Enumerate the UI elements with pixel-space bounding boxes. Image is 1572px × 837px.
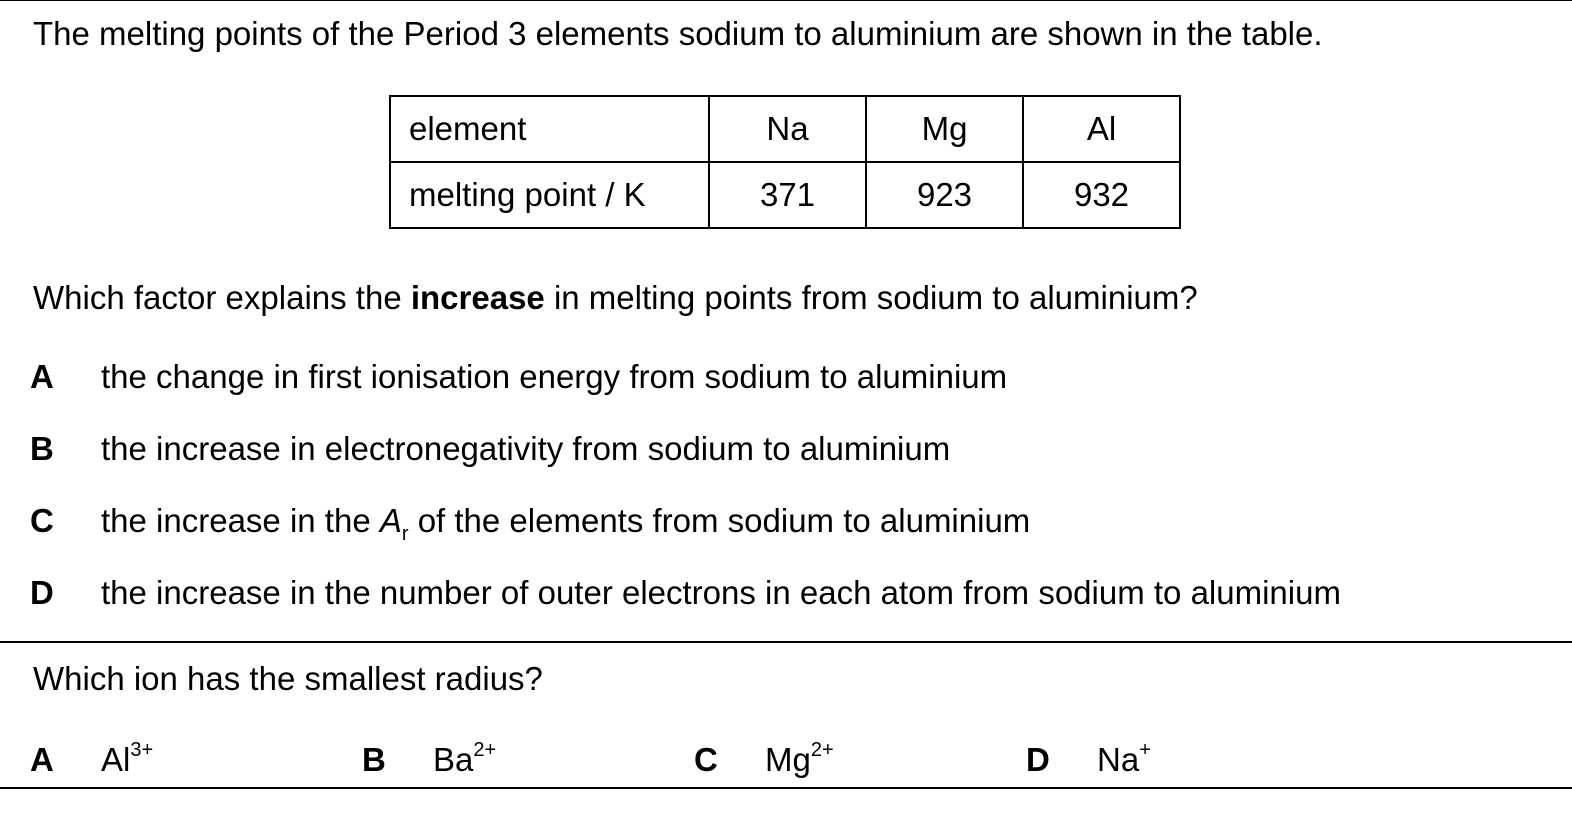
ion-charge: 2+ [810,739,834,761]
question-divider [0,641,1572,643]
q2-option-c-letter[interactable]: C [694,741,718,778]
q2-option-a-letter[interactable]: A [30,741,54,778]
table-row [390,162,1180,228]
q2-option-b-letter[interactable]: B [362,741,386,778]
q1-option-a-letter[interactable]: A [30,358,54,395]
ion-charge: 3+ [130,739,154,761]
bottom-divider [0,787,1572,789]
q1-option-b-text[interactable]: the increase in electronegativity from sodium to aluminium [101,430,951,467]
q2-option-d-letter[interactable]: D [1026,741,1050,778]
q2-option-c-ion[interactable] [765,741,834,779]
q1-question [33,279,1198,317]
q2-option-a-ion[interactable] [101,741,153,779]
table-row [390,96,1180,162]
q2-option-b-ion[interactable] [433,741,496,779]
ion-symbol: Ba [433,741,474,778]
q1-option-b-letter[interactable]: B [30,430,54,467]
melting-point-table [389,95,1181,229]
q1-option-c-text[interactable] [101,502,1031,545]
ion-charge: 2+ [473,739,497,761]
q2-question: Which ion has the smallest radius? [33,660,543,697]
q1-option-c-letter[interactable]: C [30,502,54,539]
ion-symbol: Al [101,741,131,778]
element-al: Al [1086,110,1117,147]
q1-option-c-post: of the elements from sodium to aluminium [408,502,1031,539]
table-cell-melting-point: 932 [1023,162,1180,228]
ar-subscript: r [401,523,409,545]
q1-question-post: in melting points from sodium to aluminium? [544,279,1198,316]
table-cell-element: Mg [866,96,1023,162]
table-cell-melting-point: 371 [709,162,866,228]
ion-symbol: Na [1097,741,1140,778]
q1-option-a-text[interactable]: the change in first ionisation energy from sodium to aluminium [101,358,1008,395]
q1-option-c-pre: the increase in the [101,502,380,539]
q1-option-d-text[interactable]: the increase in the number of outer electrons in each atom from sodium to aluminium [101,574,1341,611]
ion-symbol: Mg [765,741,811,778]
q1-option-d-letter[interactable]: D [30,574,54,611]
q1-question-bold: increase [410,279,545,316]
ion-charge: + [1139,739,1151,761]
table-cell-element [1023,96,1180,162]
q1-intro: The melting points of the Period 3 elements sodium to aluminium are shown in the table. [33,15,1323,52]
table-cell-melting-point: 923 [866,162,1023,228]
top-divider [0,0,1572,1]
table-header-melting-point: melting point / K [390,162,709,228]
q1-question-pre: Which factor explains the [33,279,411,316]
table-header-element: element [390,96,709,162]
table-cell-element: Na [709,96,866,162]
q2-option-d-ion[interactable] [1097,741,1151,779]
ar-symbol: A [379,502,402,539]
